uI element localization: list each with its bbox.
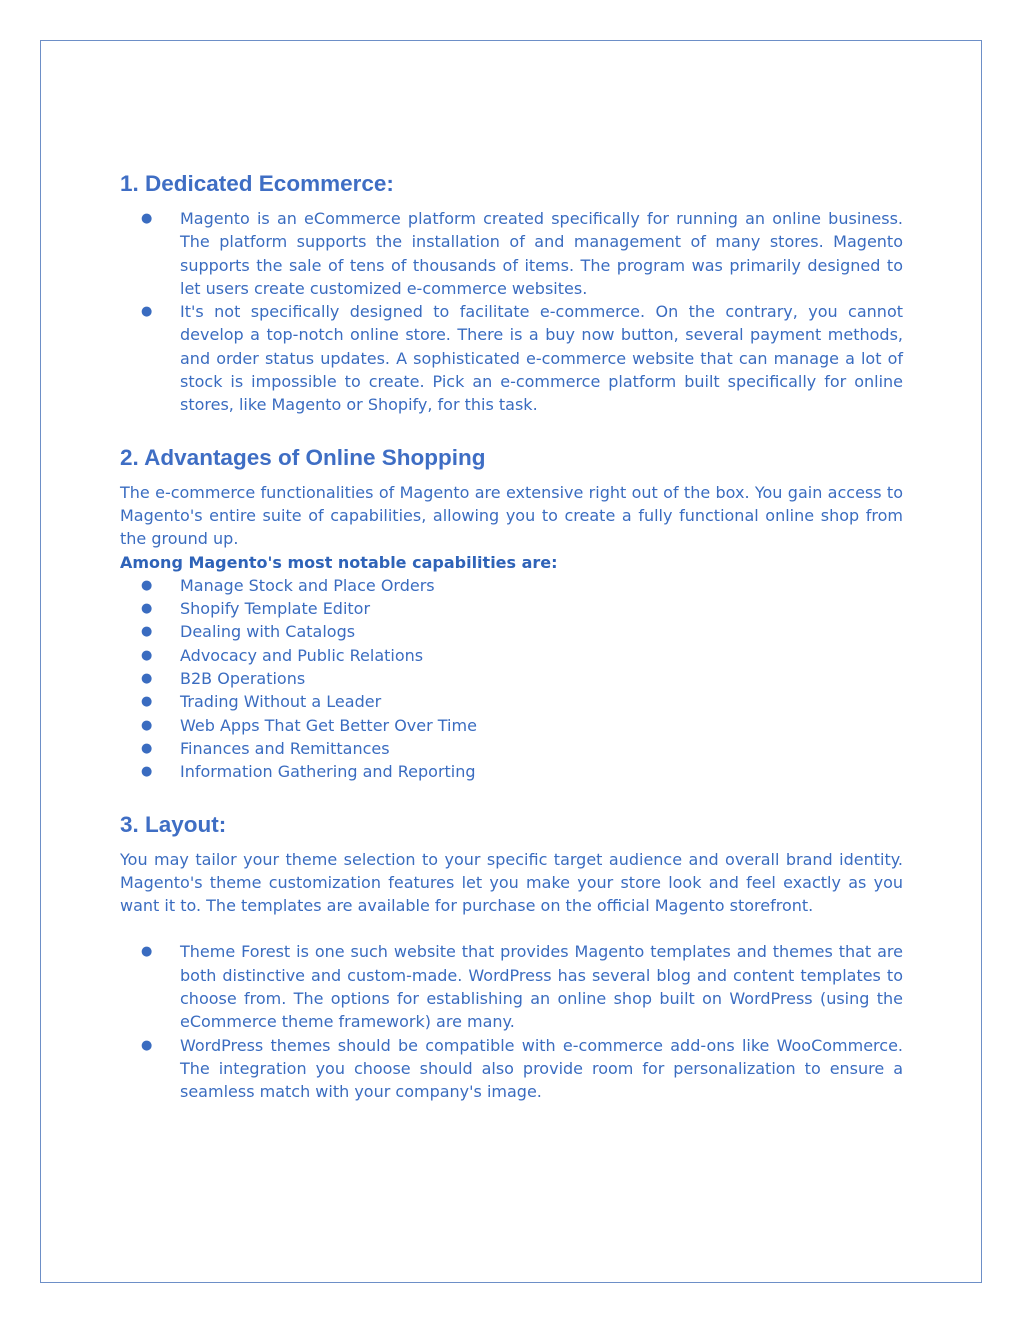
bullet-icon: ● — [141, 671, 153, 687]
list-item — [120, 1034, 903, 1104]
section-heading-dedicated-ecommerce: 1. Dedicated Ecommerce: — [120, 171, 394, 196]
bullet-icon: ● — [141, 740, 153, 756]
list-item-text: Web Apps That Get Better Over Time — [180, 715, 477, 735]
section-2-paragraph: The e-commerce functionalities of Magento are extensive right out of the box. You gain access to Magento's entire suite of capabilities, allowing you to create a fully functional online shop from the ground up. — [120, 482, 903, 549]
list-item — [120, 207, 903, 300]
section-3-paragraph: You may tailor your theme selection to your specific target audience and overall brand identity. Magento's theme customization features let you make your store look and feel exactly as you want it to. The templates are available for purchase on the official Magento storefront. — [120, 849, 903, 916]
bullet-icon: ● — [141, 764, 153, 780]
bullet-icon: ● — [141, 624, 153, 640]
list-item — [120, 300, 903, 416]
bullet-icon: ● — [141, 601, 153, 617]
bullet-icon: ● — [141, 944, 153, 960]
list-item — [120, 714, 903, 737]
section-3-bullet-list — [120, 940, 903, 1103]
list-item — [120, 644, 903, 667]
list-item — [120, 574, 903, 597]
bullet-icon: ● — [141, 1037, 153, 1053]
list-item-text: Finances and Remittances — [180, 738, 390, 758]
bullet-icon: ● — [141, 647, 153, 663]
bullet-icon: ● — [141, 717, 153, 733]
list-item — [120, 597, 903, 620]
list-item-text: Magento is an eCommerce platform created specifically for running an online business. The platform supports the installation of and management of many stores. Magento supports the sale of tens of thousands of items. The program was primarily designed to let users create customized e-commerce websites. — [180, 209, 903, 298]
section-heading-layout: 3. Layout: — [120, 811, 227, 837]
list-item — [120, 940, 903, 1033]
capabilities-lead: Among Magento's most notable capabilities are: — [120, 552, 558, 572]
bullet-icon: ● — [141, 577, 153, 593]
list-item-text: B2B Operations — [180, 669, 306, 689]
list-item-text: Manage Stock and Place Orders — [180, 575, 435, 595]
list-item — [120, 760, 903, 783]
list-item-text: Trading Without a Leader — [180, 692, 382, 712]
section-heading-advantages: 2. Advantages of Online Shopping — [120, 444, 486, 470]
capabilities-list — [120, 574, 903, 784]
list-item-text: Dealing with Catalogs — [180, 622, 356, 642]
list-item-text: WordPress themes should be compatible with e-commerce add-ons like WooCommerce. The integration you choose should also provide room for personalization to ensure a seamless match with your company's image. — [180, 1035, 903, 1102]
list-item-text: It's not specifically designed to facilitate e-commerce. On the contrary, you cannot develop a top-notch online store. There is a buy now button, several payment methods, and order status updates. A sophisticated e-commerce website that can manage a lot of stock is impossible to create. Pick an e-commerce platform built specifically for online stores, like Magento or Shopify, for this task. — [180, 302, 903, 415]
list-item — [120, 737, 903, 760]
list-item — [120, 690, 903, 713]
list-item-text: Information Gathering and Reporting — [180, 762, 476, 782]
list-item — [120, 667, 903, 690]
section-1-bullet-list — [120, 207, 903, 417]
list-item — [120, 620, 903, 643]
bullet-icon: ● — [141, 304, 153, 320]
list-item-text: Advocacy and Public Relations — [180, 645, 424, 665]
document-body — [120, 170, 903, 1104]
bullet-icon: ● — [141, 694, 153, 710]
bullet-icon: ● — [141, 211, 153, 226]
list-item-text: Theme Forest is one such website that provides Magento templates and themes that are both distinctive and custom-made. WordPress has several blog and content templates to choose from. The options for establishing an online shop built on WordPress (using the eCommerce theme framework) are many. — [180, 942, 903, 1032]
list-item-text: Shopify Template Editor — [180, 599, 371, 619]
